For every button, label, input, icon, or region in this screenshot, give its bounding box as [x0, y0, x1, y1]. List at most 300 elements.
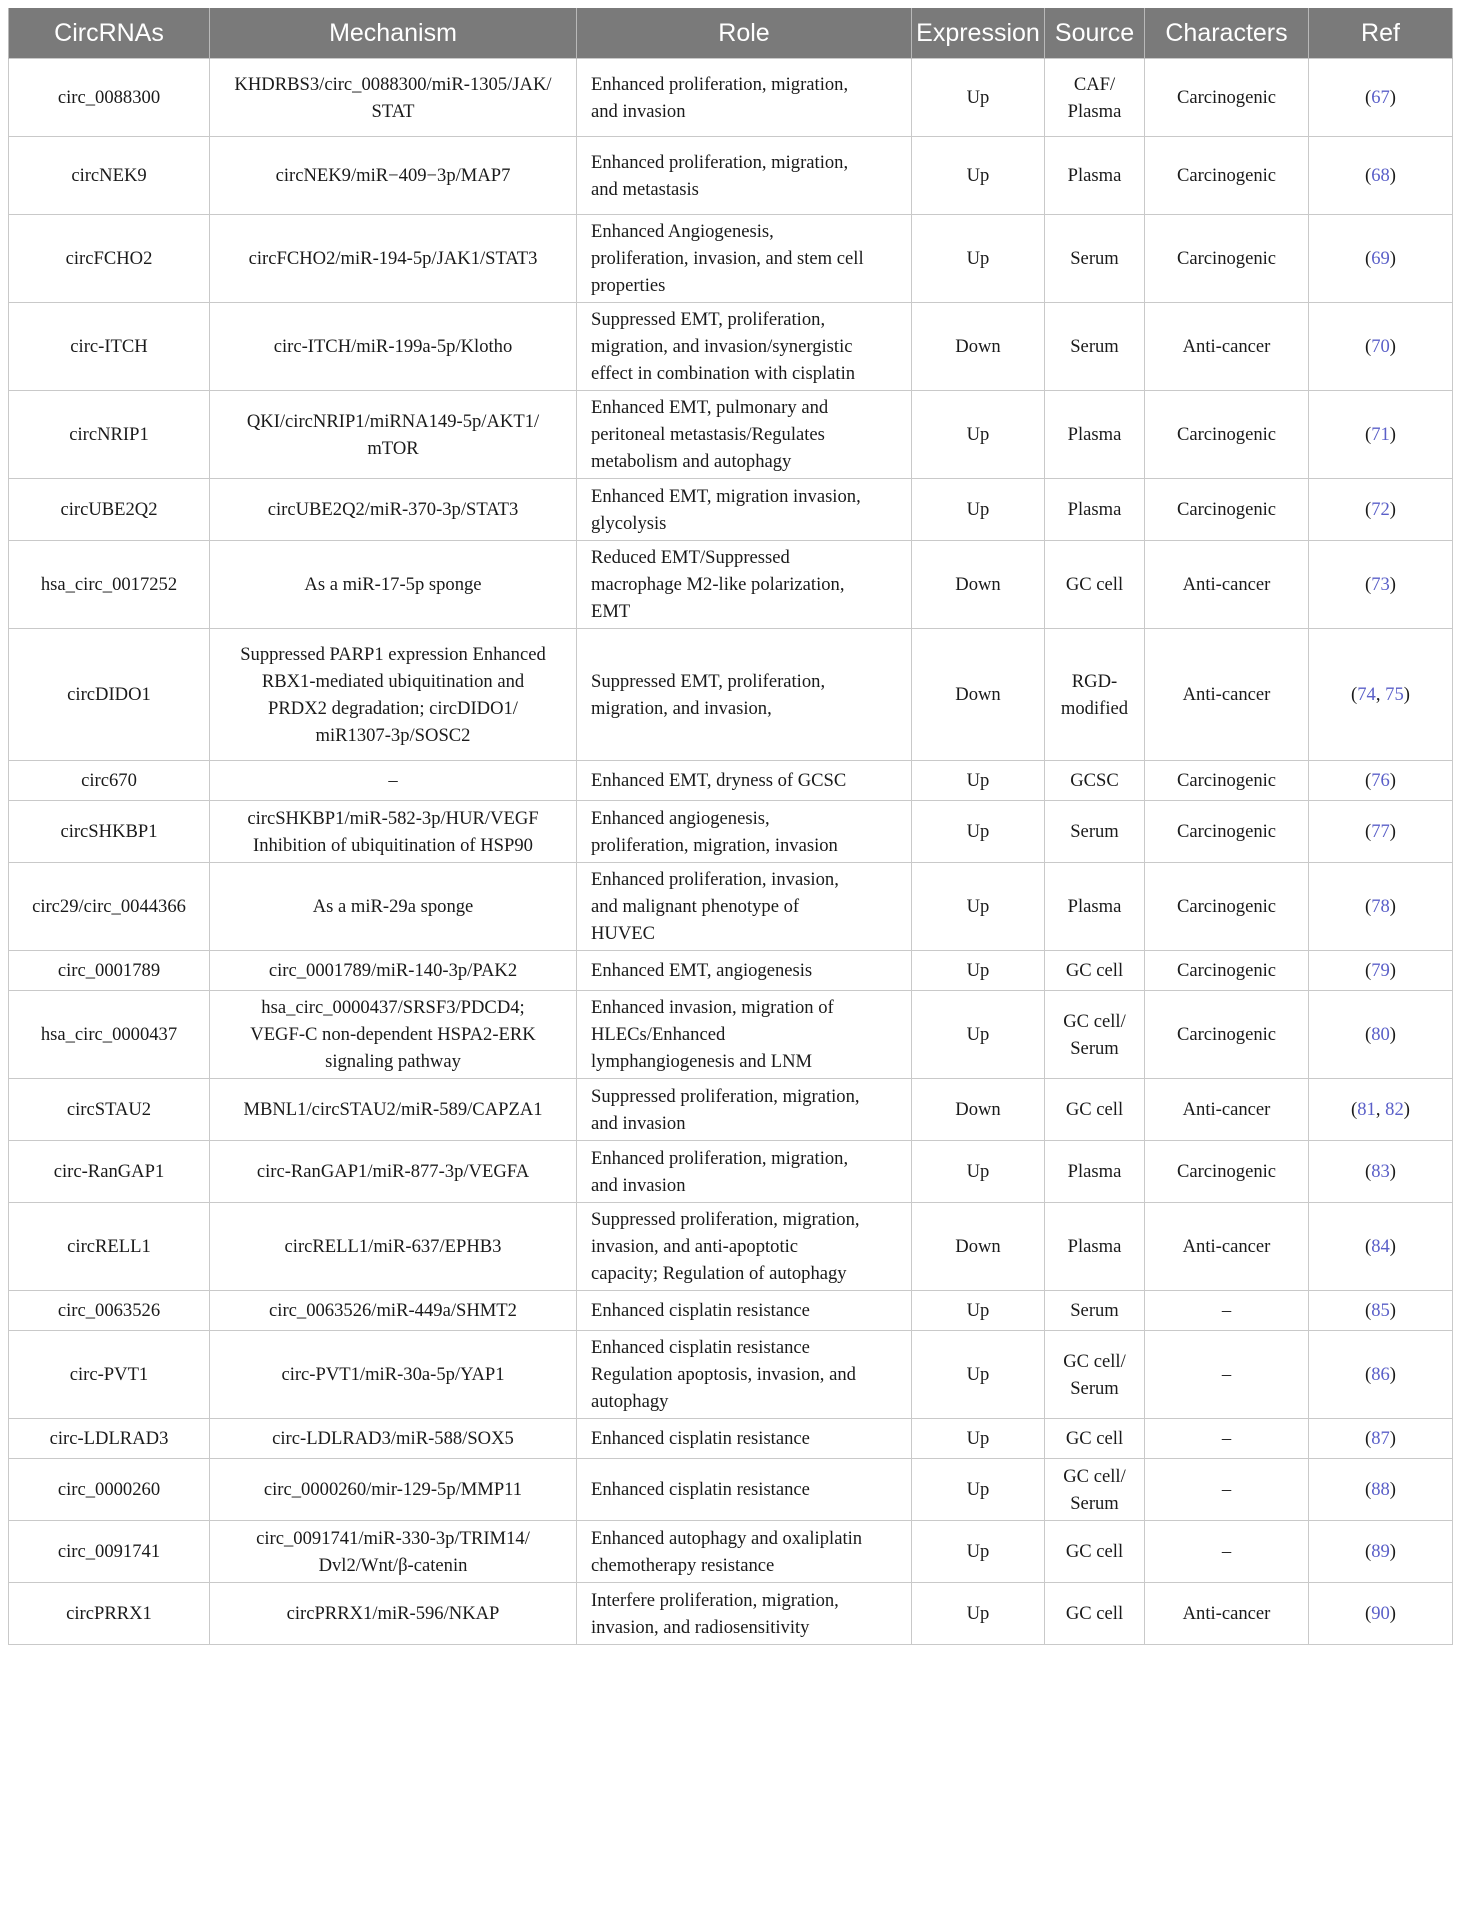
cell-characters-text: Carcinogenic [1176, 499, 1277, 520]
cell-mechanism [210, 215, 577, 303]
cell-expression-text: Up [966, 1161, 990, 1182]
cell-source-text: Plasma [1067, 499, 1122, 520]
cell-characters [1145, 1419, 1309, 1459]
table-row [9, 1583, 1453, 1645]
cell-characters [1145, 1203, 1309, 1291]
cell-mechanism-text: circPRRX1/miR-596/NKAP [286, 1603, 500, 1624]
cell-circrna [9, 1203, 210, 1291]
ref-link[interactable]: 84 [1371, 1236, 1390, 1257]
cell-mechanism [210, 137, 577, 215]
cell-circrna-text: circRELL1 [67, 1236, 151, 1257]
cell-ref: (70) [1309, 303, 1453, 391]
cell-expression [912, 137, 1045, 215]
header-circrnas: CircRNAs [9, 8, 210, 59]
ref-link[interactable]: 70 [1371, 336, 1390, 357]
cell-role-text: Enhanced invasion, migration of HLECs/Enhanced lymphangiogenesis and LNM [591, 997, 834, 1072]
cell-expression [912, 951, 1045, 991]
table-row [9, 1331, 1453, 1419]
table-row [9, 991, 1453, 1079]
cell-characters-text: – [1221, 1479, 1232, 1500]
cell-ref: (80) [1309, 991, 1453, 1079]
cell-source [1045, 863, 1145, 951]
cell-source-text: Plasma [1067, 165, 1122, 186]
cell-role-text: Enhanced Angiogenesis, proliferation, invasion, and stem cell properties [591, 221, 864, 296]
cell-mechanism [210, 59, 577, 137]
cell-characters-text: – [1221, 1428, 1232, 1449]
header-expression: Expression [912, 8, 1045, 59]
cell-role [577, 951, 912, 991]
cell-characters [1145, 1291, 1309, 1331]
table-row [9, 1141, 1453, 1203]
cell-ref: (83) [1309, 1141, 1453, 1203]
cell-ref: (76) [1309, 761, 1453, 801]
cell-source [1045, 541, 1145, 629]
table-row [9, 1459, 1453, 1521]
cell-mechanism [210, 1203, 577, 1291]
cell-characters-text: Carcinogenic [1176, 896, 1277, 917]
table-row [9, 59, 1453, 137]
cell-expression-text: Up [966, 87, 990, 108]
cell-source-text: RGD- modified [1060, 670, 1129, 719]
cell-role [577, 1521, 912, 1583]
header-ref: Ref [1309, 8, 1453, 59]
cell-source [1045, 1079, 1145, 1141]
cell-source-text: Plasma [1067, 1161, 1122, 1182]
cell-characters [1145, 951, 1309, 991]
cell-circrna [9, 1141, 210, 1203]
cell-role [577, 1291, 912, 1331]
cell-mechanism [210, 479, 577, 541]
cell-circrna-text: circ-PVT1 [69, 1364, 149, 1385]
cell-characters [1145, 629, 1309, 761]
cell-source [1045, 1291, 1145, 1331]
cell-mechanism-text: circSHKBP1/miR-582-3p/HUR/VEGF Inhibition of ubiquitination of HSP90 [247, 807, 539, 856]
cell-circrna [9, 951, 210, 991]
cell-source [1045, 479, 1145, 541]
cell-mechanism [210, 1419, 577, 1459]
cell-characters [1145, 303, 1309, 391]
cell-ref: (86) [1309, 1331, 1453, 1419]
cell-ref: (69) [1309, 215, 1453, 303]
cell-circrna-text: circSTAU2 [66, 1099, 152, 1120]
cell-circrna-text: circ_0091741 [57, 1541, 161, 1562]
cell-role-text: Enhanced EMT, dryness of GCSC [591, 770, 847, 791]
cell-source [1045, 1141, 1145, 1203]
table-header [9, 8, 1453, 59]
table-row [9, 391, 1453, 479]
cell-role-text: Suppressed proliferation, migration, and invasion [591, 1085, 860, 1134]
cell-expression [912, 1141, 1045, 1203]
cell-ref: (85) [1309, 1291, 1453, 1331]
cell-role [577, 761, 912, 801]
cell-source-text: GC cell [1065, 1099, 1124, 1120]
cell-circrna [9, 1291, 210, 1331]
cell-characters-text: Carcinogenic [1176, 1161, 1277, 1182]
cell-circrna-text: circ_0001789 [57, 960, 161, 981]
cell-characters [1145, 863, 1309, 951]
table-row [9, 863, 1453, 951]
cell-mechanism [210, 1459, 577, 1521]
table-row [9, 801, 1453, 863]
cell-expression [912, 1419, 1045, 1459]
cell-mechanism-text: As a miR-29a sponge [312, 896, 474, 917]
ref-link[interactable]: 87 [1371, 1428, 1390, 1449]
cell-role-text: Enhanced EMT, pulmonary and peritoneal metastasis/Regulates metabolism and autophagy [591, 397, 829, 472]
cell-mechanism-text: circ_0091741/miR-330-3p/TRIM14/ Dvl2/Wnt/β-catenin [256, 1527, 530, 1576]
table-row [9, 1203, 1453, 1291]
cell-circrna [9, 1331, 210, 1419]
cell-mechanism [210, 391, 577, 479]
cell-circrna [9, 303, 210, 391]
ref-link[interactable]: 74 [1357, 684, 1376, 705]
cell-circrna-text: circ-RanGAP1 [53, 1161, 165, 1182]
cell-expression [912, 303, 1045, 391]
header-role: Role [577, 8, 912, 59]
cell-source-text: GC cell [1065, 1541, 1124, 1562]
ref-link[interactable]: 85 [1371, 1300, 1390, 1321]
cell-characters-text: Carcinogenic [1176, 1024, 1277, 1045]
header-row [9, 8, 1453, 59]
cell-role [577, 1141, 912, 1203]
ref-link[interactable]: 90 [1371, 1603, 1390, 1624]
cell-characters-text: Anti-cancer [1182, 684, 1271, 705]
cell-expression-text: Down [955, 574, 1001, 595]
cell-mechanism [210, 303, 577, 391]
cell-role [577, 303, 912, 391]
cell-characters-text: Carcinogenic [1176, 821, 1277, 842]
cell-characters [1145, 991, 1309, 1079]
cell-role [577, 1583, 912, 1645]
cell-mechanism [210, 1291, 577, 1331]
cell-expression-text: Up [966, 1364, 990, 1385]
cell-role [577, 1331, 912, 1419]
cell-expression [912, 1583, 1045, 1645]
cell-ref: (81, 82) [1309, 1079, 1453, 1141]
cell-circrna-text: circNRIP1 [69, 424, 149, 445]
cell-expression-text: Up [966, 960, 990, 981]
ref-link[interactable]: 86 [1371, 1364, 1390, 1385]
cell-expression-text: Up [966, 770, 990, 791]
cell-expression-text: Up [966, 165, 990, 186]
cell-mechanism-text: circ-PVT1/miR-30a-5p/YAP1 [281, 1364, 505, 1385]
cell-ref: (67) [1309, 59, 1453, 137]
ref-link[interactable]: 80 [1371, 1024, 1390, 1045]
cell-role-text: Enhanced proliferation, migration, and invasion [591, 73, 849, 122]
cell-characters-text: Carcinogenic [1176, 248, 1277, 269]
cell-circrna [9, 991, 210, 1079]
cell-characters-text: Carcinogenic [1176, 960, 1277, 981]
cell-circrna-text: circDIDO1 [67, 684, 151, 705]
cell-expression [912, 1331, 1045, 1419]
cell-mechanism [210, 1079, 577, 1141]
cell-ref: (89) [1309, 1521, 1453, 1583]
cell-expression [912, 215, 1045, 303]
ref-link[interactable]: 67 [1371, 87, 1390, 108]
cell-role-text: Enhanced cisplatin resistance [591, 1300, 810, 1321]
header-characters: Characters [1145, 8, 1309, 59]
cell-expression-text: Up [966, 1603, 990, 1624]
cell-characters [1145, 541, 1309, 629]
cell-source [1045, 1419, 1145, 1459]
cell-circrna [9, 391, 210, 479]
cell-characters-text: Carcinogenic [1176, 770, 1277, 791]
cell-characters [1145, 1141, 1309, 1203]
cell-expression [912, 541, 1045, 629]
cell-mechanism-text: QKI/circNRIP1/miRNA149-5p/AKT1/ mTOR [246, 410, 540, 459]
cell-expression-text: Up [966, 821, 990, 842]
cell-role-text: Enhanced proliferation, migration, and invasion [591, 1147, 849, 1196]
cell-mechanism [210, 951, 577, 991]
cell-characters [1145, 1079, 1309, 1141]
cell-circrna-text: circUBE2Q2 [60, 499, 158, 520]
cell-characters-text: – [1221, 1300, 1232, 1321]
cell-role [577, 541, 912, 629]
cell-ref: (84) [1309, 1203, 1453, 1291]
cell-circrna [9, 1459, 210, 1521]
cell-expression [912, 1291, 1045, 1331]
cell-expression-text: Up [966, 1541, 990, 1562]
cell-role-text: Suppressed EMT, proliferation, migration, and invasion, [591, 670, 826, 719]
cell-expression [912, 391, 1045, 479]
cell-ref: (72) [1309, 479, 1453, 541]
cell-circrna-text: circPRRX1 [66, 1603, 152, 1624]
cell-characters-text: Carcinogenic [1176, 424, 1277, 445]
ref-link[interactable]: 79 [1371, 960, 1390, 981]
cell-mechanism [210, 629, 577, 761]
cell-ref: (79) [1309, 951, 1453, 991]
cell-source [1045, 215, 1145, 303]
cell-source-text: GC cell [1065, 960, 1124, 981]
cell-circrna [9, 59, 210, 137]
table-row [9, 541, 1453, 629]
cell-expression-text: Down [955, 1099, 1001, 1120]
cell-expression-text: Down [955, 336, 1001, 357]
cell-circrna-text: circSHKBP1 [60, 821, 158, 842]
cell-source [1045, 391, 1145, 479]
header-source: Source [1045, 8, 1145, 59]
cell-role-text: Enhanced cisplatin resistance [591, 1479, 810, 1500]
table-row [9, 303, 1453, 391]
cell-source-text: Serum [1070, 248, 1119, 269]
cell-role-text: Enhanced angiogenesis, proliferation, migration, invasion [591, 807, 838, 856]
table-row [9, 215, 1453, 303]
cell-role [577, 1203, 912, 1291]
cell-source [1045, 1459, 1145, 1521]
cell-circrna [9, 479, 210, 541]
cell-characters [1145, 801, 1309, 863]
cell-expression-text: Up [966, 499, 990, 520]
cell-ref: (77) [1309, 801, 1453, 863]
cell-mechanism-text: circUBE2Q2/miR-370-3p/STAT3 [267, 499, 519, 520]
cell-mechanism [210, 1583, 577, 1645]
cell-characters-text: Anti-cancer [1182, 1236, 1271, 1257]
cell-characters-text: Anti-cancer [1182, 574, 1271, 595]
cell-role-text: Enhanced proliferation, migration, and metastasis [591, 151, 849, 200]
cell-expression [912, 479, 1045, 541]
cell-circrna [9, 1521, 210, 1583]
circrna-table-container [8, 8, 1452, 1645]
cell-role [577, 991, 912, 1079]
ref-link[interactable]: 89 [1371, 1541, 1390, 1562]
cell-circrna [9, 1079, 210, 1141]
cell-circrna-text: circNEK9 [71, 165, 147, 186]
ref-link[interactable]: 83 [1371, 1161, 1390, 1182]
cell-mechanism-text: circNEK9/miR−409−3p/MAP7 [275, 165, 511, 186]
cell-mechanism-text: Suppressed PARP1 expression Enhanced RBX1-mediated ubiquitination and PRDX2 degradation; circDIDO1/ miR1307-3p/SOSC2 [240, 643, 546, 746]
cell-source [1045, 761, 1145, 801]
ref-link[interactable]: 88 [1371, 1479, 1390, 1500]
table-body [9, 59, 1453, 1645]
cell-circrna-text: circ-LDLRAD3 [49, 1428, 169, 1449]
cell-role [577, 215, 912, 303]
cell-ref: (87) [1309, 1419, 1453, 1459]
cell-characters-text: Anti-cancer [1182, 1603, 1271, 1624]
ref-link[interactable]: 68 [1371, 165, 1390, 186]
cell-source [1045, 629, 1145, 761]
cell-circrna-text: circFCHO2 [65, 248, 153, 269]
cell-source [1045, 951, 1145, 991]
cell-mechanism-text: circ-RanGAP1/miR-877-3p/VEGFA [256, 1161, 530, 1182]
cell-characters [1145, 137, 1309, 215]
cell-mechanism [210, 991, 577, 1079]
cell-role [577, 1419, 912, 1459]
table-row [9, 1079, 1453, 1141]
cell-source [1045, 991, 1145, 1079]
cell-circrna [9, 215, 210, 303]
ref-link[interactable]: 73 [1371, 574, 1390, 595]
ref-link[interactable]: 82 [1385, 1099, 1404, 1120]
cell-mechanism-text: circ_0001789/miR-140-3p/PAK2 [268, 960, 518, 981]
cell-expression-text: Up [966, 1479, 990, 1500]
cell-ref: (88) [1309, 1459, 1453, 1521]
cell-expression [912, 629, 1045, 761]
cell-mechanism [210, 801, 577, 863]
cell-mechanism [210, 761, 577, 801]
header-mechanism: Mechanism [210, 8, 577, 59]
cell-role-text: Suppressed proliferation, migration, invasion, and anti-apoptotic capacity; Regulation of autophagy [591, 1209, 860, 1284]
cell-mechanism [210, 863, 577, 951]
cell-circrna-text: circ_0000260 [57, 1479, 161, 1500]
cell-characters-text: Anti-cancer [1182, 336, 1271, 357]
cell-circrna-text: circ-ITCH [70, 336, 148, 357]
cell-mechanism-text: circRELL1/miR-637/EPHB3 [284, 1236, 502, 1257]
cell-ref: (74, 75) [1309, 629, 1453, 761]
cell-source-text: Plasma [1067, 1236, 1122, 1257]
table-row [9, 951, 1453, 991]
cell-circrna [9, 863, 210, 951]
cell-source [1045, 303, 1145, 391]
cell-circrna [9, 137, 210, 215]
cell-characters-text: Carcinogenic [1176, 87, 1277, 108]
cell-ref: (73) [1309, 541, 1453, 629]
cell-circrna [9, 1583, 210, 1645]
cell-circrna [9, 541, 210, 629]
cell-characters-text: – [1221, 1364, 1232, 1385]
cell-source-text: CAF/ Plasma [1067, 73, 1122, 122]
cell-source [1045, 137, 1145, 215]
cell-ref: (78) [1309, 863, 1453, 951]
cell-circrna-text: hsa_circ_0017252 [40, 574, 178, 595]
cell-source [1045, 1203, 1145, 1291]
ref-link[interactable]: 77 [1371, 821, 1390, 842]
cell-source-text: Plasma [1067, 896, 1122, 917]
cell-expression-text: Down [955, 684, 1001, 705]
cell-mechanism-text: KHDRBS3/circ_0088300/miR-1305/JAK/ STAT [234, 73, 552, 122]
cell-characters [1145, 59, 1309, 137]
cell-ref: (71) [1309, 391, 1453, 479]
cell-characters [1145, 1521, 1309, 1583]
ref-link[interactable]: 81 [1357, 1099, 1376, 1120]
cell-mechanism-text: As a miR-17-5p sponge [304, 574, 482, 595]
circrna-table [8, 8, 1453, 1645]
cell-source [1045, 801, 1145, 863]
cell-characters [1145, 1583, 1309, 1645]
cell-source-text: GC cell [1065, 1603, 1124, 1624]
cell-mechanism-text: circ_0063526/miR-449a/SHMT2 [269, 1300, 517, 1321]
cell-expression [912, 1203, 1045, 1291]
cell-expression [912, 801, 1045, 863]
cell-role-text: Reduced EMT/Suppressed macrophage M2-like polarization, EMT [591, 547, 845, 622]
cell-circrna [9, 801, 210, 863]
table-row [9, 629, 1453, 761]
ref-link[interactable]: 69 [1371, 248, 1390, 269]
cell-source-text: GC cell [1065, 574, 1124, 595]
cell-source-text: Serum [1070, 336, 1119, 357]
cell-expression [912, 1079, 1045, 1141]
cell-role-text: Enhanced cisplatin resistance [591, 1428, 810, 1449]
cell-source-text: GC cell/ Serum [1063, 1010, 1126, 1059]
cell-source-text: GCSC [1070, 770, 1119, 791]
cell-characters-text: – [1221, 1541, 1232, 1562]
cell-source [1045, 1521, 1145, 1583]
cell-expression [912, 863, 1045, 951]
ref-link[interactable]: 71 [1371, 424, 1390, 445]
cell-role-text: Interfere proliferation, migration, invasion, and radiosensitivity [591, 1589, 839, 1638]
table-row [9, 761, 1453, 801]
cell-expression-text: Up [966, 1428, 990, 1449]
table-row [9, 479, 1453, 541]
cell-mechanism [210, 1141, 577, 1203]
cell-mechanism-text: MBNL1/circSTAU2/miR-589/CAPZA1 [243, 1099, 543, 1120]
cell-source-text: Serum [1070, 1300, 1119, 1321]
ref-link[interactable]: 78 [1371, 896, 1390, 917]
cell-mechanism-text: circ-LDLRAD3/miR-588/SOX5 [272, 1428, 514, 1449]
cell-source [1045, 59, 1145, 137]
cell-expression [912, 1521, 1045, 1583]
cell-mechanism [210, 1331, 577, 1419]
cell-expression [912, 761, 1045, 801]
cell-mechanism-text: circ_0000260/mir-129-5p/MMP11 [263, 1479, 523, 1500]
cell-role [577, 1079, 912, 1141]
cell-expression-text: Up [966, 1300, 990, 1321]
cell-circrna [9, 1419, 210, 1459]
cell-circrna [9, 761, 210, 801]
cell-role-text: Enhanced EMT, angiogenesis [591, 960, 813, 981]
cell-role-text: Enhanced autophagy and oxaliplatin chemotherapy resistance [591, 1527, 863, 1576]
cell-mechanism-text: circFCHO2/miR-194-5p/JAK1/STAT3 [248, 248, 538, 269]
cell-characters [1145, 1459, 1309, 1521]
table-row [9, 1291, 1453, 1331]
cell-role [577, 479, 912, 541]
cell-source-text: GC cell/ Serum [1063, 1350, 1126, 1399]
cell-role-text: Suppressed EMT, proliferation, migration, and invasion/synergistic effect in combination with cisplatin [591, 309, 856, 384]
cell-expression-text: Up [966, 424, 990, 445]
ref-link[interactable]: 76 [1371, 770, 1390, 791]
ref-link[interactable]: 75 [1385, 684, 1404, 705]
cell-role [577, 137, 912, 215]
cell-ref: (68) [1309, 137, 1453, 215]
ref-link[interactable]: 72 [1371, 499, 1390, 520]
